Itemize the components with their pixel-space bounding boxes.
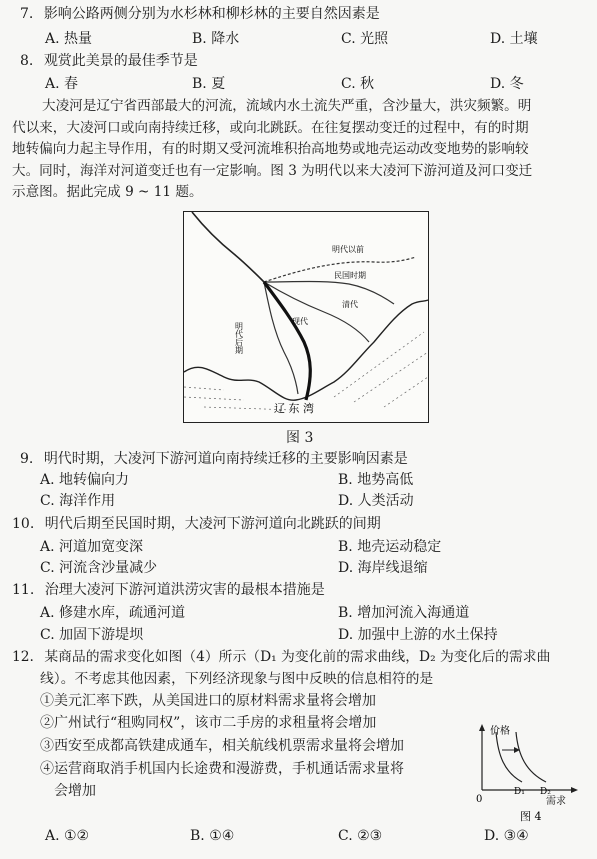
demand-graph bbox=[470, 720, 580, 830]
q8-option-a[interactable]: A. 春 bbox=[45, 76, 79, 92]
channel-ming-late bbox=[264, 282, 298, 394]
question-text: 明代后期至民国时期，大凌河下游河道向北跳跃的间期 bbox=[44, 516, 381, 532]
q11-option-a[interactable]: A. 修建水库，疏通河道 bbox=[40, 605, 186, 621]
label-ming-late: 明代后期 bbox=[234, 322, 244, 354]
question-number: 9. bbox=[20, 451, 34, 467]
label-minguo: 民国时期 bbox=[334, 271, 366, 280]
label-modern: 现代 bbox=[292, 317, 308, 326]
q12-item-1: ①美元汇率下跌，从美国进口的原材料需求量将会增加 bbox=[40, 693, 376, 709]
q10-option-b[interactable]: B. 地壳运动稳定 bbox=[338, 539, 442, 555]
river-map bbox=[184, 212, 428, 422]
channel-modern bbox=[264, 282, 310, 400]
demand-graph-figure bbox=[470, 720, 580, 830]
question-text: 影响公路两侧分别为水杉林和柳杉林的主要自然因素是 bbox=[43, 6, 380, 22]
question-8 bbox=[20, 51, 198, 71]
q10-option-d[interactable]: D. 海岸线退缩 bbox=[338, 560, 428, 576]
q7-option-a[interactable]: A. 热量 bbox=[45, 31, 93, 47]
q8-option-c[interactable]: C. 秋 bbox=[341, 76, 375, 92]
question-number: 12. bbox=[12, 649, 34, 665]
question-number: 10. bbox=[12, 516, 35, 532]
channel-qing bbox=[264, 282, 369, 342]
q11-option-b[interactable]: B. 增加河流入海通道 bbox=[338, 605, 470, 621]
question-10 bbox=[12, 514, 381, 534]
river-trunk bbox=[192, 212, 264, 282]
q12-item-3: ③西安至成都高铁建成通车，相关航线机票需求量将会增加 bbox=[40, 738, 404, 754]
q12-item-4: ④运营商取消手机国内长途费和漫游费，手机通话需求量将 bbox=[40, 761, 404, 777]
q9-option-c[interactable]: C. 海洋作用 bbox=[40, 493, 116, 509]
question-text: 某商品的需求变化如图（4）所示（D₁ 为变化前的需求曲线，D₂ 为变化后的需求曲 bbox=[44, 649, 551, 665]
reading-passage bbox=[12, 96, 586, 204]
q8-option-b[interactable]: B. 夏 bbox=[192, 76, 226, 92]
q11-option-c[interactable]: C. 加固下游堤坝 bbox=[40, 627, 144, 643]
x-axis-label: 需求 bbox=[546, 796, 566, 807]
x-axis-arrow bbox=[571, 787, 578, 793]
label-d1: D₁ bbox=[514, 787, 525, 797]
q12-option-c[interactable]: C. ②③ bbox=[338, 828, 383, 844]
q12-item-2: ②广州试行“租购同权”，该市二手房的求租量将会增加 bbox=[40, 715, 377, 731]
passage-line: 示意图。据此完成 9 ~ 11 题。 bbox=[12, 184, 203, 200]
q10-option-a[interactable]: A. 河道加宽变深 bbox=[40, 539, 144, 555]
passage-line: 大凌河是辽宁省西部最大的河流，流域内水土流失严重，含沙量大，洪灾频繁。明 bbox=[42, 98, 532, 114]
q7-option-b[interactable]: B. 降水 bbox=[192, 31, 240, 47]
q12-option-a[interactable]: A. ①② bbox=[45, 828, 90, 844]
q9-option-d[interactable]: D. 人类活动 bbox=[338, 493, 414, 509]
question-9 bbox=[20, 449, 408, 469]
origin-label: 0 bbox=[476, 794, 483, 805]
question-text: 治理大凌河下游河道洪涝灾害的最根本措施是 bbox=[44, 582, 325, 598]
question-number: 11. bbox=[12, 582, 35, 598]
label-qing: 清代 bbox=[342, 300, 358, 309]
q12-option-d[interactable]: D. ③④ bbox=[484, 828, 529, 844]
question-12-line2: 线）。不考虑其他因素，下列经济现象与图中反映的信息相符的是 bbox=[40, 671, 434, 687]
question-11 bbox=[12, 580, 325, 600]
river-map-figure bbox=[183, 211, 429, 423]
figure-3-caption: 图 3 bbox=[286, 430, 314, 446]
figure-4-caption: 图 4 bbox=[520, 810, 542, 823]
q7-option-c[interactable]: C. 光照 bbox=[341, 31, 389, 47]
passage-line: 地转偏向力起主导作用，有的时期又受河流堆积抬高地势或地壳运动改变地势的影响较 bbox=[12, 141, 529, 157]
q9-option-a[interactable]: A. 地转偏向力 bbox=[40, 472, 130, 488]
passage-line: 大。同时，海洋对河道变迁也有一定影响。图 3 为明代以来大凌河下游河道及河口变迁 bbox=[12, 162, 533, 179]
question-text: 观赏此美景的最佳季节是 bbox=[43, 53, 198, 69]
curve-d2 bbox=[516, 732, 546, 782]
question-text: 明代时期，大凌河下游河道向南持续迁移的主要影响因素是 bbox=[43, 451, 408, 467]
curve-d1 bbox=[496, 732, 522, 782]
q9-option-b[interactable]: B. 地势高低 bbox=[338, 472, 414, 488]
q8-option-d[interactable]: D. 冬 bbox=[490, 76, 524, 92]
q11-option-d[interactable]: D. 加强中上游的水土保持 bbox=[338, 627, 498, 643]
question-7 bbox=[20, 4, 380, 24]
label-d2: D₂ bbox=[540, 787, 551, 797]
q10-option-c[interactable]: C. 河流含沙量减少 bbox=[40, 560, 158, 576]
label-ming-before: 明代以前 bbox=[332, 245, 364, 254]
question-12 bbox=[12, 647, 550, 667]
y-axis-arrow bbox=[479, 724, 485, 731]
y-axis-label: 价格 bbox=[490, 726, 510, 737]
question-number: 8. bbox=[20, 53, 34, 69]
q7-option-d[interactable]: D. 土壤 bbox=[490, 31, 538, 47]
q12-option-b[interactable]: B. ①④ bbox=[190, 828, 235, 844]
question-number: 7. bbox=[20, 6, 34, 22]
label-bay: 辽 东 湾 bbox=[274, 402, 314, 415]
passage-line: 代以来，大凌河口或向南持续迁移，或向北跳跃。在往复摆动变迁的过程中，有的时期 bbox=[12, 119, 529, 136]
q12-item-4-cont: 会增加 bbox=[54, 783, 96, 799]
